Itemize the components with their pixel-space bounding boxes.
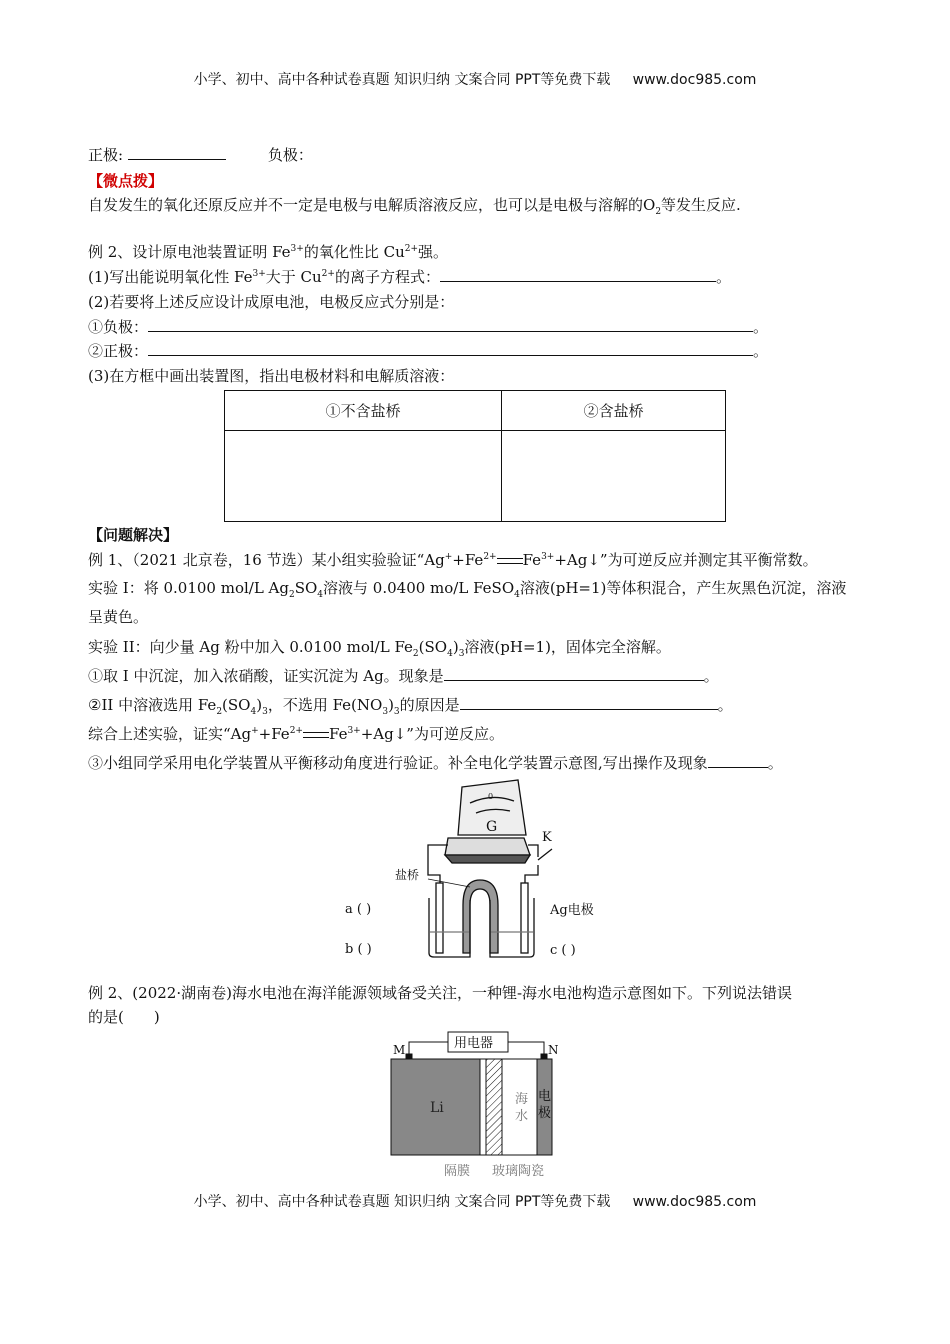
svg-text:极: 极 (538, 1106, 552, 1121)
ex2-q1: (1)写出能说明氧化性 $Fe^{3+}$大于 $Cu^{2+}$的离子方程式： 。 (88, 268, 731, 286)
solve-l3: 呈黄色。 (88, 608, 149, 626)
svg-text:电: 电 (538, 1089, 552, 1104)
galvanometer-label: G (486, 819, 498, 835)
li-label: Li (430, 1100, 444, 1116)
label-a: a ( ) (345, 902, 372, 917)
ex2-neg: ①负极： 。 (88, 318, 769, 336)
solve-l8: ③小组同学采用电化学装置从平衡移动角度进行验证。补全电化学装置示意图,写出操作及现象 。 (88, 754, 783, 772)
label-c: c ( ) (550, 943, 576, 958)
solve-l2: 实验 I：将 0.0100 mol/L $Ag_2SO_4$溶液与 0.0400 mo/L FeSO$_4$溶液(pH=1)等体积混合，产生灰黑色沉淀，溶液 (88, 579, 847, 600)
footer-url: www.doc985.com (632, 1194, 757, 1210)
header-url: www.doc985.com (632, 72, 757, 88)
n-label: N (548, 1043, 559, 1057)
label-b: b ( ) (345, 942, 372, 957)
ex2b-l2: 的是( ) (88, 1008, 160, 1026)
ex2b-l1: 例 2、(2022·湖南卷)海水电池在海洋能源领域备受关注，一种锂-海水电池构造示意图如下。下列说法错误 (88, 984, 793, 1002)
negative-label: 负极： (267, 146, 313, 164)
col-no-bridge: ①不含盐桥 (225, 391, 502, 431)
ex2-q2: (2)若要将上述反应设计成原电池，电极反应式分别是： (88, 293, 455, 311)
header-text: 小学、初中、高中各种试卷真题 知识归纳 文案合同 PPT等免费下载 (193, 72, 611, 88)
page-footer (0, 1191, 950, 1211)
drawing-cell[interactable] (225, 431, 502, 522)
zero-mark: 0 (488, 792, 494, 801)
drawing-cell[interactable] (502, 431, 726, 522)
ex2-title: 例 2、设计原电池装置证明 $Fe^{3+}$的氧化性比 $Cu^{2+}$强。 (88, 243, 449, 261)
svg-text:水: 水 (515, 1109, 529, 1124)
positive-label: 正极: (88, 146, 124, 164)
switch-label: K (542, 830, 552, 845)
blank (128, 145, 226, 160)
svg-text:海: 海 (515, 1092, 529, 1107)
solve-l1: 例 1、（2021 北京卷，16 节选）某小组实验验证“$Ag^++Fe^{2+}$ $Fe^{3+}+Ag↓$”为可逆反应并测定其平衡常数。 (88, 551, 818, 569)
ag-electrode-label: Ag电极 (550, 903, 594, 918)
membrane-label: 隔膜 (444, 1164, 471, 1179)
seawater-battery-figure (380, 1025, 570, 1185)
m-label: M (393, 1043, 406, 1057)
page-header (0, 69, 950, 89)
solve-l7: 综合上述实验，证实“$Ag^++Fe^{2+}$ $Fe^{3+}+Ag↓$”为可逆反应。 (88, 725, 504, 743)
drawing-table (224, 390, 726, 522)
equilibrium-arrow-icon (303, 730, 329, 740)
solve-l5: ①取 I 中沉淀，加入浓硝酸，证实沉淀为 Ag。现象是 。 (88, 667, 719, 685)
tip-text: 自发发生的氧化还原反应并不一定是电极与电解质溶液反应，也可以是电极与溶解的$O_2$等发生反应. (88, 196, 741, 217)
footer-text: 小学、初中、高中各种试卷真题 知识归纳 文案合同 PPT等免费下载 (193, 1194, 611, 1210)
equilibrium-arrow-icon (497, 556, 523, 566)
solve-l6: ②II 中溶液选用 $Fe_2(SO_4)_3$，不选用 $Fe(NO_3)_3$的原因是 。 (88, 696, 733, 717)
solve-title: 【问题解决】 (88, 526, 179, 544)
galvanic-cell-figure (330, 775, 630, 965)
ex2-pos: ②正极： 。 (88, 342, 769, 360)
ceramic-label: 玻璃陶瓷 (492, 1164, 545, 1179)
electrode-line (88, 145, 313, 165)
device-label: 用电器 (454, 1036, 494, 1051)
salt-bridge-label: 盐桥 (395, 868, 420, 882)
col-bridge: ②含盐桥 (502, 391, 726, 431)
solve-l4: 实验 II：向少量 Ag 粉中加入 0.0100 mol/L $Fe_2(SO_4)_3$溶液(pH=1)，固体完全溶解。 (88, 638, 671, 659)
ex2-q3: (3)在方框中画出装置图，指出电极材料和电解质溶液： (88, 367, 455, 385)
tip-title: 【微点拨】 (88, 172, 164, 190)
